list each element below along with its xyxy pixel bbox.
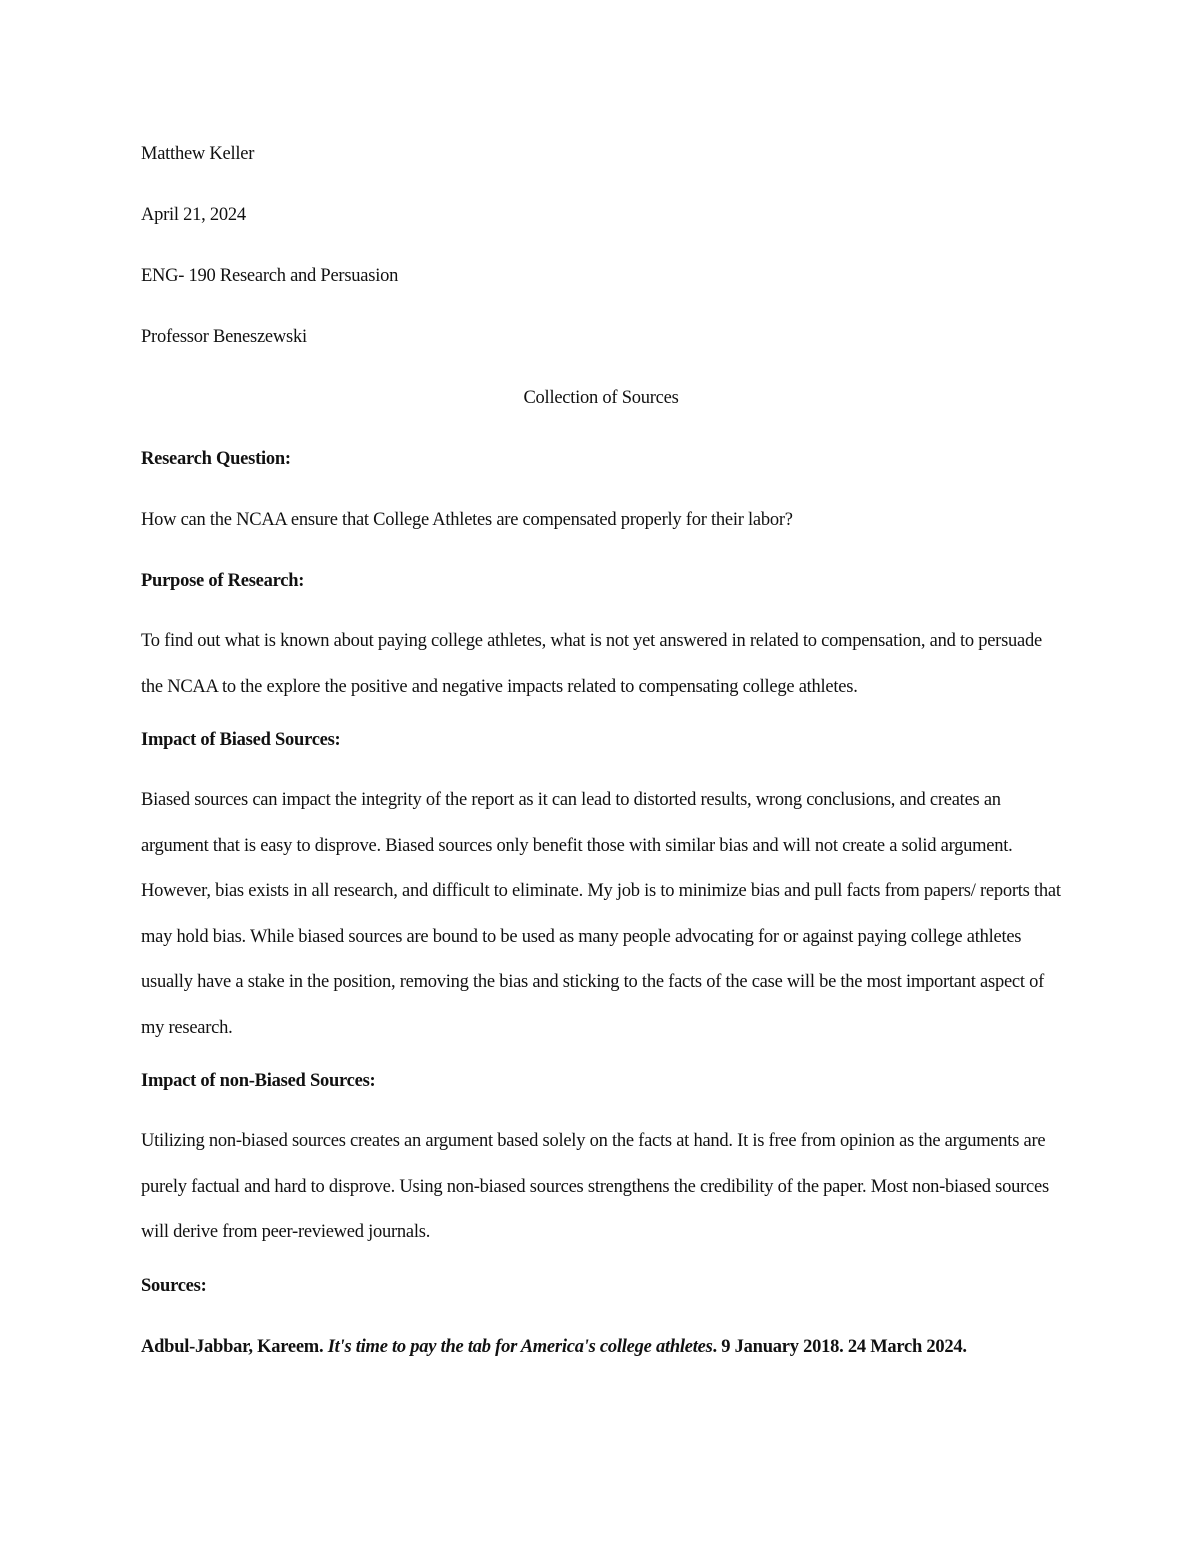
author-name: Matthew Keller: [141, 144, 255, 164]
citation-title: It's time to pay the tab for America's college athletes: [327, 1336, 713, 1357]
document-body: [141, 139, 1061, 1393]
biased-sources-heading: Impact of Biased Sources:: [141, 730, 341, 750]
document-title: Collection of Sources: [523, 388, 679, 408]
purpose-text: To find out what is known about paying college athletes, what is not yet answered in related to compensation, and to persuade the NCAA to the explore the positive and negative impacts related to compensating college athletes.: [141, 631, 1042, 697]
research-question-heading: Research Question:: [141, 449, 291, 469]
biased-sources-text: Biased sources can impact the integrity of the report as it can lead to distorted results, wrong conclusions, and creates an argument that is easy to disprove. Biased sources only benefit those with similar bias and will not create a solid argument. However, bias exists in all research, and difficult to eliminate. My job is to minimize bias and pull facts from papers/ reports that may hold bias. While biased sources are bound to be used as many people advocating for or against paying college athletes usually have a stake in the position, removing the bias and sticking to the facts of the case will be the most important aspect of my research.: [141, 790, 1061, 1038]
citation-author: Adbul-Jabbar, Kareem.: [141, 1336, 324, 1357]
professor-name: Professor Beneszewski: [141, 327, 307, 347]
non-biased-sources-text: Utilizing non-biased sources creates an argument based solely on the facts at hand. It is free from opinion as the arguments are purely factual and hard to disprove. Using non-biased sources strengthens the credibility of the paper. Most non-biased sources will derive from peer-reviewed journals.: [141, 1131, 1049, 1242]
document-date: April 21, 2024: [141, 205, 246, 225]
citation-dates: . 9 January 2018. 24 March 2024.: [712, 1336, 967, 1357]
research-question-text: How can the NCAA ensure that College Athletes are compensated properly for their labor?: [141, 510, 793, 530]
purpose-heading: Purpose of Research:: [141, 571, 305, 591]
non-biased-sources-heading: Impact of non-Biased Sources:: [141, 1071, 376, 1091]
sources-heading: Sources:: [141, 1275, 207, 1296]
course-name: ENG- 190 Research and Persuasion: [141, 266, 399, 286]
citation-entry: [141, 1332, 1061, 1362]
